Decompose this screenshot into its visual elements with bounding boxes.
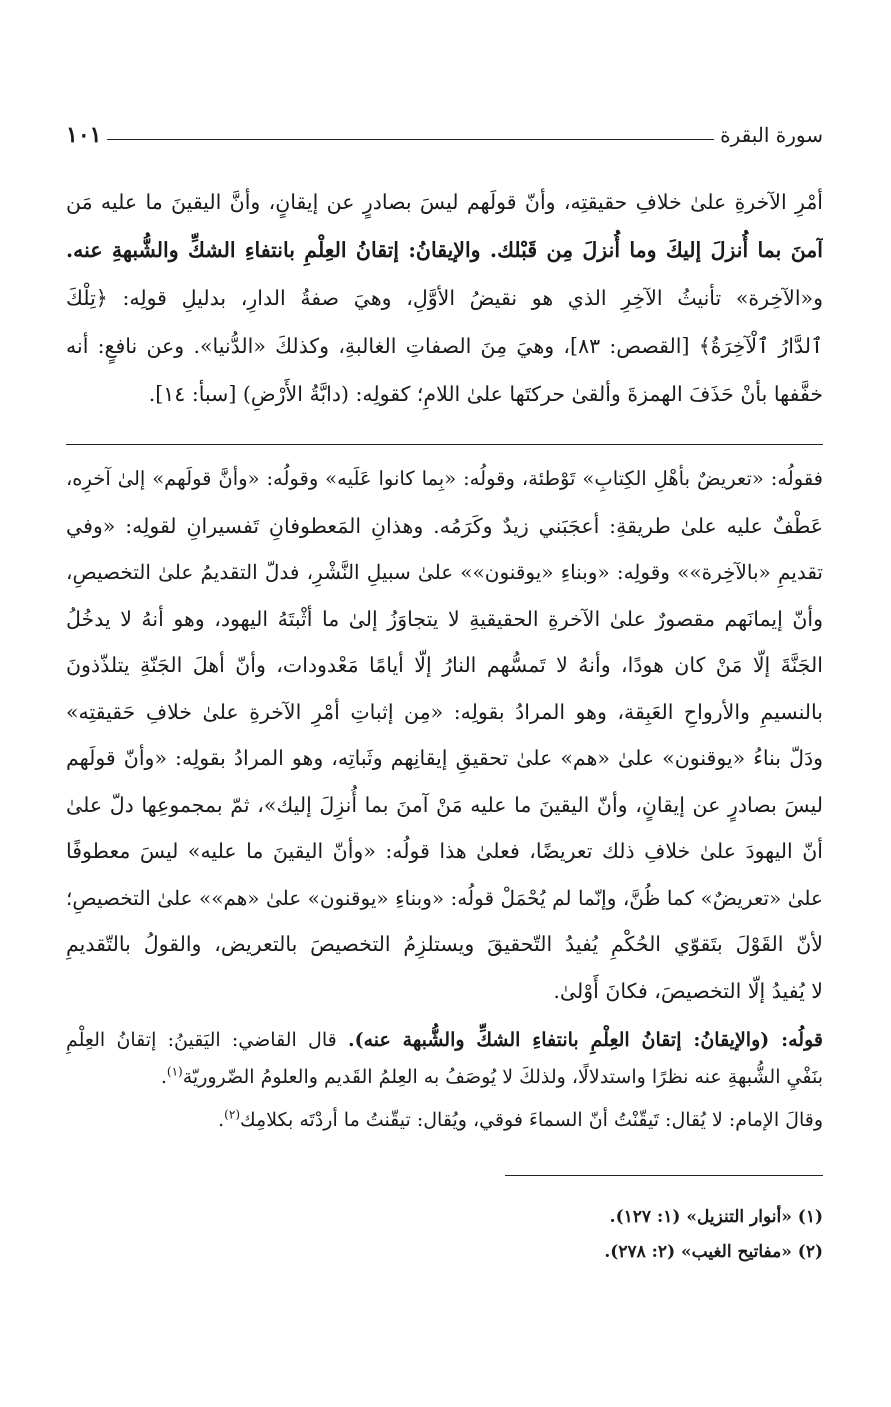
main-line: ٱلدَّارُ ٱلْآخِرَةُ﴾ [القصص: ٨٣]، وهيَ مِنَ الصفاتِ الغالبةِ، وكذلكَ «الدُّنيا». وعن نافعٍ: أنه [66, 334, 823, 358]
main-line: آمنَ بما أُنزلَ إليكَ وما أُنزلَ مِن قَبْلك. والإيقانُ: إتقانُ العِلْمِ بانتفاءِ الشكِّ والشُّبهةِ عنه. [66, 238, 823, 262]
book-page [66, 0, 823, 1407]
footnote: (٢) «مفاتيح الغيب» (٢: ٢٧٨). [604, 1242, 823, 1262]
note-line [66, 1102, 823, 1139]
commentary-line: بالنسيمِ والأرواحِ العَبِقة، وهو المرادُ بقولِه: «مِن إثباتِ أمْرِ الآخرةِ علىٰ خلافِ حَقيقتِه» [66, 699, 823, 724]
note-section [66, 1022, 823, 1139]
commentary-line: أنّ اليهودَ علىٰ خلافِ ذلك تعريضًا، فعلىٰ هذا قولُه: «وأنّ اليقينَ ما عليه» ليسَ معطوفًا [66, 839, 823, 863]
page-number: ١٠١ [66, 122, 102, 148]
commentary-line: فقولُه: «تعريضٌ بأهْلِ الكِتابِ» تَوْطئة، وقولُه: «بِما كانوا عَلَيه» وقولُه: «وأنَّ قولَهم» إلىٰ آخرِه، [66, 467, 823, 490]
note-line [66, 1059, 823, 1096]
commentary-line: علىٰ «تعريضٌ» كما ظُنَّ، وإنّما لم يُحْمَلْ قولُه: «وبناءِ «يوقنون» علىٰ «هم»» علىٰ التخصيصِ؛ [66, 885, 823, 910]
commentary-line: ليسَ بصادرٍ عن إيقانٍ، وأنّ اليقينَ ما عليه مَنْ آمنَ بما أُنزِلَ إليك»، ثمّ بمجموعِها دلّ علىٰ [66, 792, 823, 817]
section-divider [66, 444, 823, 445]
commentary-line: ودَلّ بناءُ «يوقنون» علىٰ «هم» علىٰ تحقيقِ إيقانِهم وثَباتِه، وهو المرادُ بقولِه: «وأنّ قولَهم [66, 746, 823, 770]
commentary-line: الجَنَّةَ إلّا مَنْ كان هودًا، وأنهُ لا تَمسُّهم النارُ إلّا أيامًا مَعْدودات، وأنّ أهلَ الجَنّةِ يتلذّذونَ [66, 653, 823, 677]
note-punct: . [218, 1109, 225, 1131]
main-line: و«الآخِرة» تأنيثُ الآخِرِ الذي هو نقيضُ الأوَّلِ، وهيَ صفةُ الدارِ، بدليلِ قولِه: ﴿تِلْكَ [66, 286, 823, 310]
running-header [66, 118, 823, 152]
main-text [66, 178, 823, 418]
footnote-ref: (١) [166, 1064, 183, 1079]
footnote-divider [505, 1175, 823, 1176]
commentary-line: لا يُفيدُ إلّا التخصيصَ، فكانَ أَوْلىٰ. [553, 978, 823, 1003]
note-line [66, 1022, 823, 1059]
commentary-text [66, 456, 823, 1014]
commentary-line: وأنّ إيمانَهم مقصورٌ علىٰ الآخرةِ الحقيقيةِ لا يتجاوَزُ إلىٰ ما أثْبتَهُ اليهود، وهو أنهُ لا يدخُلُ [66, 606, 823, 631]
footnote-ref: (٢) [224, 1107, 240, 1122]
main-line: أمْرِ الآخرةِ علىٰ خلافِ حقيقتِه، وأنّ قولَهم ليسَ بصادرٍ عن إيقانٍ، وأنَّ اليقينَ ما عليه مَن [66, 190, 823, 214]
main-line: خفَّفها بأنْ حَذَفَ الهمزةَ وألقىٰ حركتَها علىٰ اللامِ؛ كقولِه: (دابَّةُ الأَرْضِ) [سبأ: ١٤]. [148, 382, 823, 406]
commentary-line: تقديمِ «بالآخِرة»» وقولِه: «وبناءِ «يوقنون»» علىٰ سبيلِ النَّشْرِ، فدلّ التقديمُ علىٰ التخصيصِ، [66, 560, 823, 584]
note-lead: قولُه: (والإيقانُ: إتقانُ العِلْمِ بانتفاءِ الشكِّ والشُّبهة عنه). [347, 1029, 823, 1051]
note-text: قال القاضي: اليَقينُ: إتقانُ العِلْمِ [66, 1029, 348, 1051]
commentary-line: لأنّ القَوْلَ بتَقوّي الحُكْمِ يُفيدُ التّحقيقَ ويستلزِمُ التخصيصَ بالتعريض، والقولُ بالتّقديمِ [66, 932, 823, 956]
note-text: بنَفْيِ الشُّبهةِ عنه نظرًا واستدلالًا، ولذلكَ لا يُوصَفُ به العِلمُ القَديم والعلومُ الضّروريّة [182, 1066, 823, 1088]
footnote: (١) «أنوار التنزيل» (١: ١٢٧). [609, 1207, 823, 1227]
surah-title: سورة البقرة [720, 123, 823, 147]
footnotes [66, 1200, 823, 1270]
note-punct: . [160, 1066, 167, 1088]
header-rule [107, 139, 714, 140]
note-text: وقالَ الإمام: لا يُقال: تَيقّنْتُ أنّ السماءَ فوقي، ويُقال: تيقّنتُ ما أردْتَه بكلامِك [240, 1109, 823, 1131]
commentary-line: عَطْفٌ عليه علىٰ طريقةِ: أعجَبَني زيدٌ وكَرَمُه. وهذانِ المَعطوفانِ تَفسيرانِ لقولِه: «وفي [66, 513, 823, 538]
